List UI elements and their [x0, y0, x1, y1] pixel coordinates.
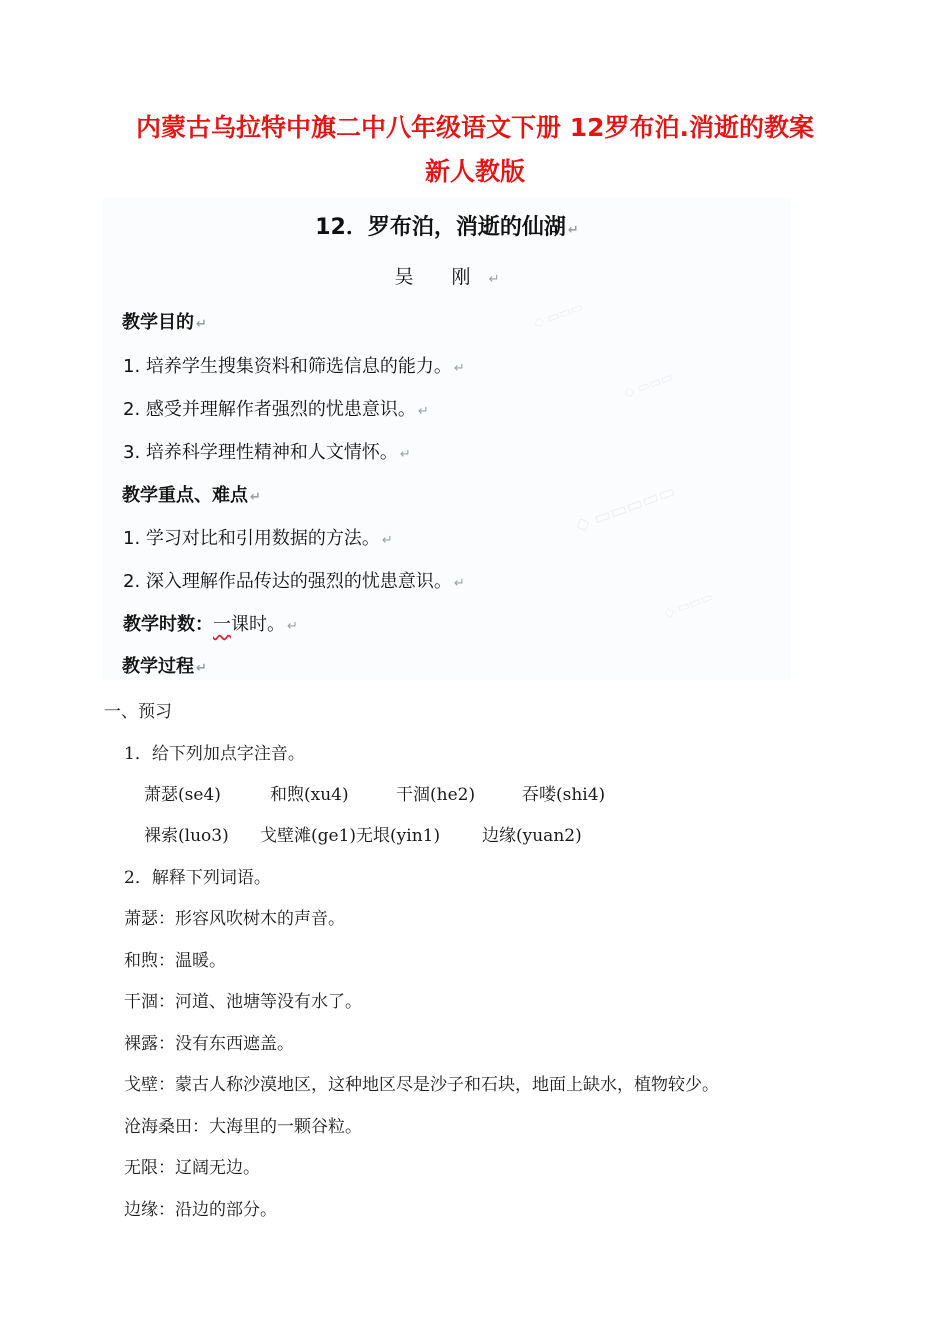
lesson-hours: 教学时数：一课时。 ↵ [123, 614, 298, 635]
definition-item: 和煦：温暖。 [124, 951, 226, 971]
section-preview-heading: 一、预习 [104, 702, 172, 722]
pinyin-item: 和煦(xu4) [270, 785, 349, 805]
keypoint-item: 1. 学习对比和引用数据的方法。 ↵ [123, 528, 393, 549]
lesson-author: 吴 刚 ↵ [394, 266, 500, 288]
keypoints-heading: 教学重点、难点 ↵ [122, 485, 261, 506]
embedded-lesson-image [103, 198, 791, 680]
definition-item: 无限：辽阔无边。 [124, 1158, 260, 1178]
pinyin-item: 戈壁滩(ge1)无垠(yin1) [260, 826, 441, 846]
definition-item: 干涸：河道、池塘等没有水了。 [124, 992, 362, 1012]
watermark-mark: ◇ ▭▭▭ [621, 369, 676, 402]
watermark-mark: ◇ ▭▭▭▭▭ [572, 480, 679, 537]
pinyin-row-1 [144, 780, 605, 805]
question-1: 1．给下列加点字注音。 [124, 744, 305, 764]
process-heading: 教学过程 ↵ [122, 656, 207, 677]
goals-heading: 教学目的 ↵ [122, 312, 207, 333]
pinyin-item: 裸索(luo3) [144, 826, 229, 846]
goal-item: 2. 感受并理解作者强烈的忧患意识。 ↵ [123, 399, 429, 420]
pinyin-row-2 [144, 821, 582, 846]
definition-item: 戈壁：蒙古人称沙漠地区，这种地区尽是沙子和石块，地面上缺水，植物较少。 [124, 1075, 719, 1095]
pinyin-item: 边缘(yuan2) [482, 826, 582, 846]
goal-item: 1. 培养学生搜集资料和筛选信息的能力。 ↵ [123, 356, 465, 377]
definition-item: 边缘：沿边的部分。 [124, 1200, 277, 1220]
question-2: 2．解释下列词语。 [124, 868, 271, 888]
watermark-mark: ◇ ▭▭▭ [531, 299, 586, 332]
pinyin-item: 萧瑟(se4) [144, 785, 221, 805]
definition-item: 裸露：没有东西遮盖。 [124, 1034, 294, 1054]
lesson-title: 12．罗布泊，消逝的仙湖 ↵ [315, 215, 579, 240]
watermark-mark: ◇ ▭▭▭ [661, 589, 716, 622]
pinyin-item: 吞喽(shi4) [522, 785, 606, 805]
goal-item: 3. 培养科学理性精神和人文情怀。 ↵ [123, 442, 411, 463]
definition-item: 萧瑟：形容风吹树木的声音。 [124, 909, 345, 929]
document-title-line-2: 新人教版 [424, 157, 525, 186]
pinyin-item: 干涸(he2) [396, 785, 476, 805]
keypoint-item: 2. 深入理解作品传达的强烈的忧患意识。 ↵ [123, 571, 465, 592]
definition-item: 沧海桑田：大海里的一颗谷粒。 [124, 1117, 362, 1137]
document-title-line-1: 内蒙古乌拉特中旗二中八年级语文下册 12罗布泊.消逝的教案 [136, 113, 814, 142]
